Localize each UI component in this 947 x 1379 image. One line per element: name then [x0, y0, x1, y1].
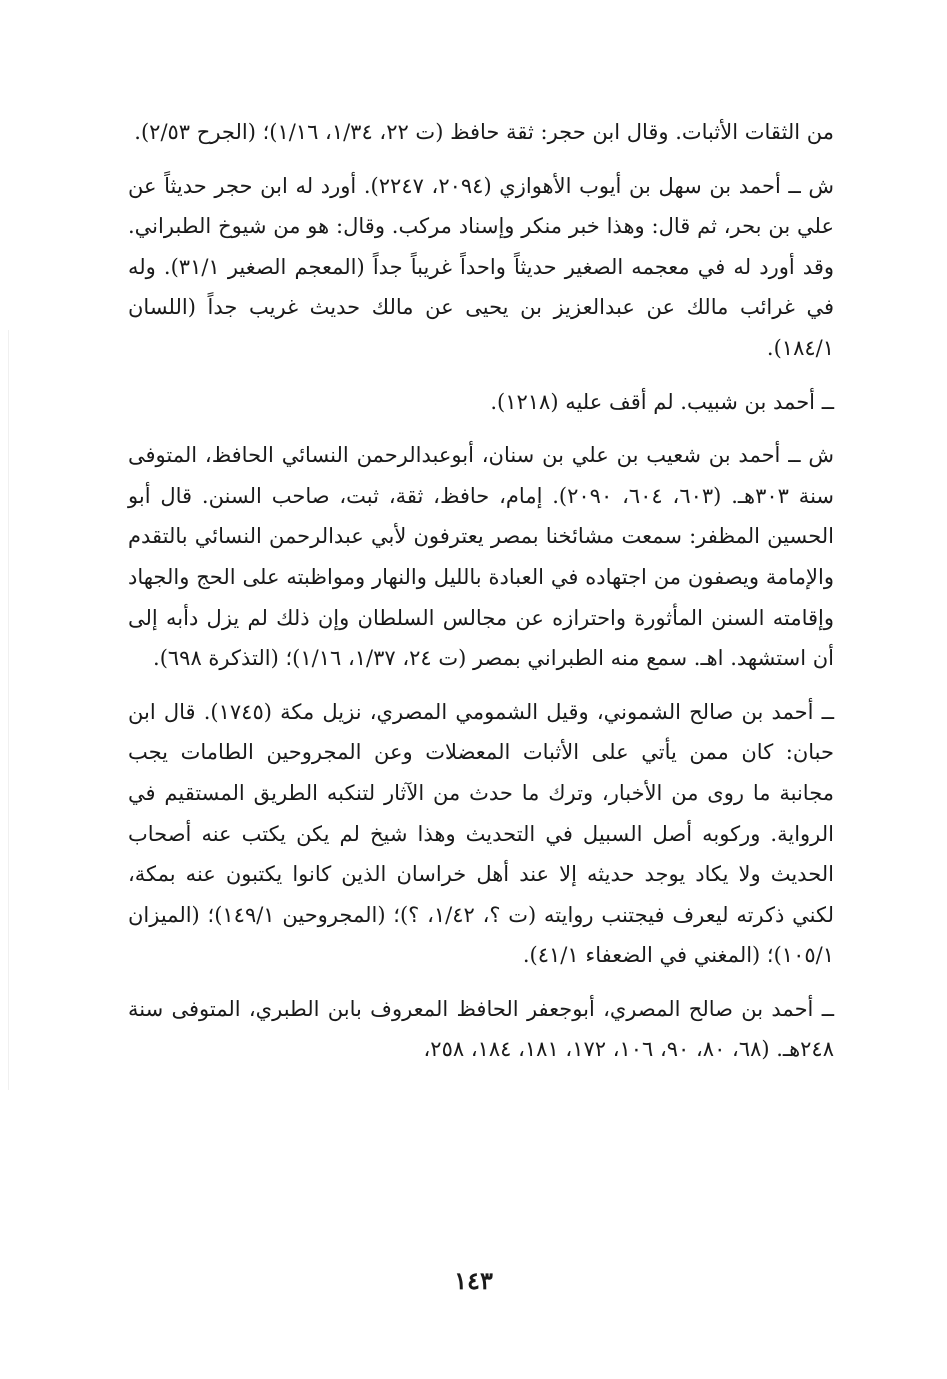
paragraph-4: ش ــ أحمد بن شعيب بن علي بن سنان، أبوعبدالرحمن النسائي الحافظ، المتوفى سنة ٣٠٣هـ. (٦٠٣، ٦٠٤، ٢٠٩٠). إمام، حافظ، ثقة، ثبت، صاحب السنن. قال أبو الحسين المظفر: سمعت مشائخنا بمصر يعترفون لأبي عبدالرحمن النسائي بالتقدم والإمامة ويصفون من اجتهاده في العبادة بالليل والنهار ومواظبته على الحج والجهاد وإقامته السنن المأثورة واحترازه عن مجالس السلطان وإن ذلك لم يزل دأبه إلى أن استشهد. اهـ. سمع منه الطبراني بمصر (ت ٢٤، ١/٣٧، ١/١٦)؛ (التذكرة ٦٩٨).: [128, 443, 835, 671]
paragraph-3: ــ أحمد بن شبيب. لم أقف عليه (١٢١٨).: [490, 389, 834, 414]
paragraph-5: ــ أحمد بن صالح الشموني، وقيل الشمومي المصري، نزيل مكة (١٧٤٥). قال ابن حبان: كان ممن يأتي على الأثبات المعضلات وعن المجروحين الطامات يجب مجانبة ما روى من الأخبار، وترك ما حدث من الآثار لتنكبه الطريق المستقيم في الرواية. وركوبه أصل السبيل في التحديث وهذا شيخ لم يكن يكتب عنه أصحاب الحديث ولا يكاد يوجد حديثه إلا عند أهل خراسان الذين كانوا يكتبون عنه بمكة، لكني ذكرته ليعرف فيجتنب روايته (ت ؟، ١/٤٢، ؟)؛ (المجروحين ١٤٩/١)؛ (الميزان ١٠٥/١)؛ (المغني في الضعفاء ٤١/١).: [128, 699, 834, 968]
body-text: [128, 112, 834, 1083]
paragraph-2: ش ــ أحمد بن سهل بن أيوب الأهوازي (٢٠٩٤، ٢٢٤٧). أورد له ابن حجر حديثاً عن علي بن بحر، ثم قال: وهذا خبر منكر وإسناد مركب. وقال: هو من شيوخ الطبراني. وقد أورد له في معجمه الصغير حديثاً واحداً غريباً جداً (المعجم الصغير ٣١/١). وله في غرائب مالك عن عبدالعزيز بن يحيى عن مالك حديث غريب جداً (اللسان ١٨٤/١).: [128, 173, 835, 360]
page-number: ١٤٣: [454, 1266, 493, 1295]
page-edge-shadow: [8, 330, 9, 1090]
paragraph-6: ــ أحمد بن صالح المصري، أبوجعفر الحافظ المعروف بابن الطبري، المتوفى سنة ٢٤٨هـ. (٦٨، ٨٠، ٩٠، ١٠٦، ١٧٢، ١٨١، ١٨٤، ٢٥٨،: [128, 996, 834, 1062]
paragraph-1: من الثقات الأثبات. وقال ابن حجر: ثقة حافظ (ت ٢٢، ١/٣٤، ١/١٦)؛ (الجرح ٢/٥٣).: [134, 120, 834, 144]
